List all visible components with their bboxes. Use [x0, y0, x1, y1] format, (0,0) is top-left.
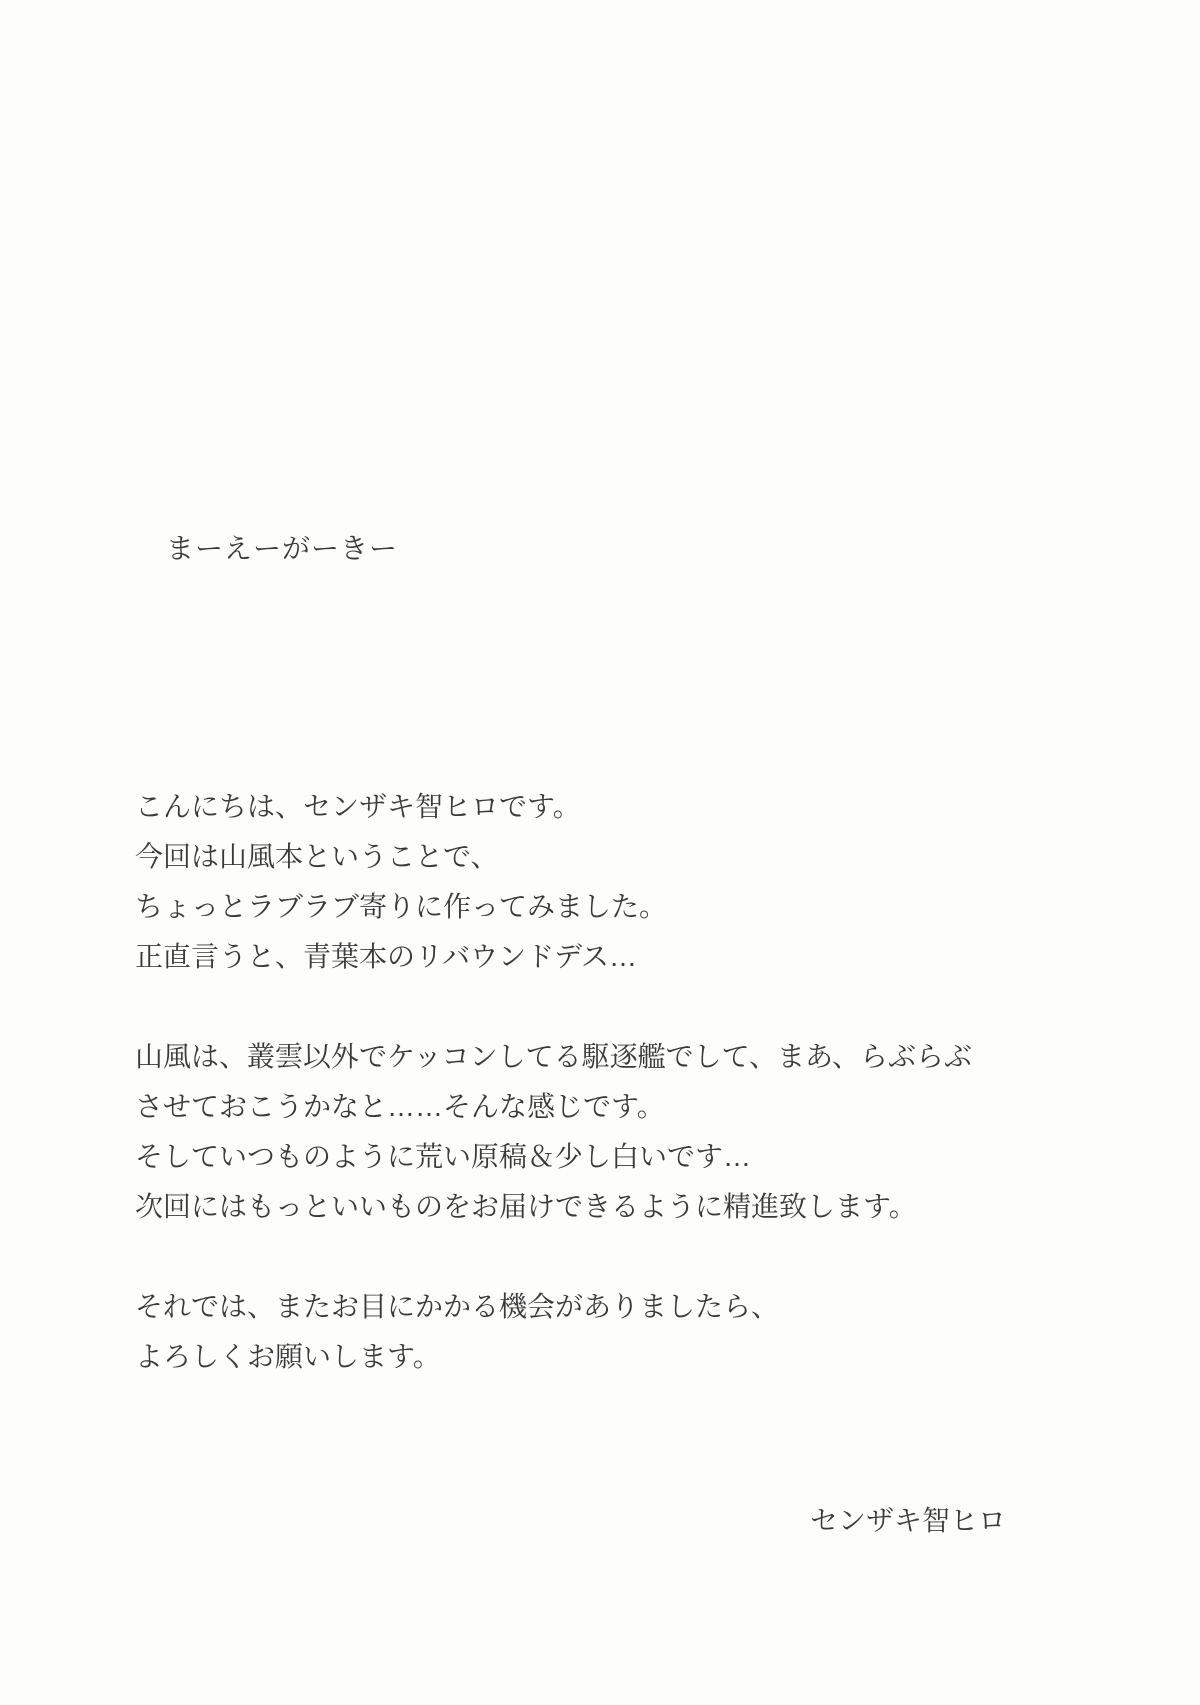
author-signature: センザキ智ヒロ [810, 1505, 1007, 1536]
text-line: 山風は、叢雲以外でケッコンしてる駆逐艦でして、まあ、らぶらぶ [135, 1041, 972, 1072]
text-line: ちょっとラブラブ寄りに作ってみました。 [135, 891, 668, 922]
paragraph-3 [135, 1282, 972, 1382]
body-text [135, 782, 972, 1382]
paragraph-1 [135, 782, 972, 982]
text-line: 正直言うと、青葉本のリバウンドデス… [135, 941, 638, 972]
text-line: そしていつものように荒い原稿＆少し白いです… [135, 1141, 752, 1172]
page-title: まーえーがーきー [166, 533, 399, 564]
text-line: 次回にはもっといいものをお届けできるように精進致します。 [135, 1191, 917, 1222]
text-line: それでは、またお目にかかる機会がありましたら、 [135, 1291, 780, 1322]
text-line: 今回は山風本ということで、 [135, 841, 499, 872]
text-line: させておこうかなと……そんな感じです。 [135, 1091, 665, 1122]
text-line: よろしくお願いします。 [135, 1341, 441, 1372]
paragraph-2 [135, 1032, 972, 1232]
text-line: こんにちは、センザキ智ヒロです。 [135, 791, 581, 822]
